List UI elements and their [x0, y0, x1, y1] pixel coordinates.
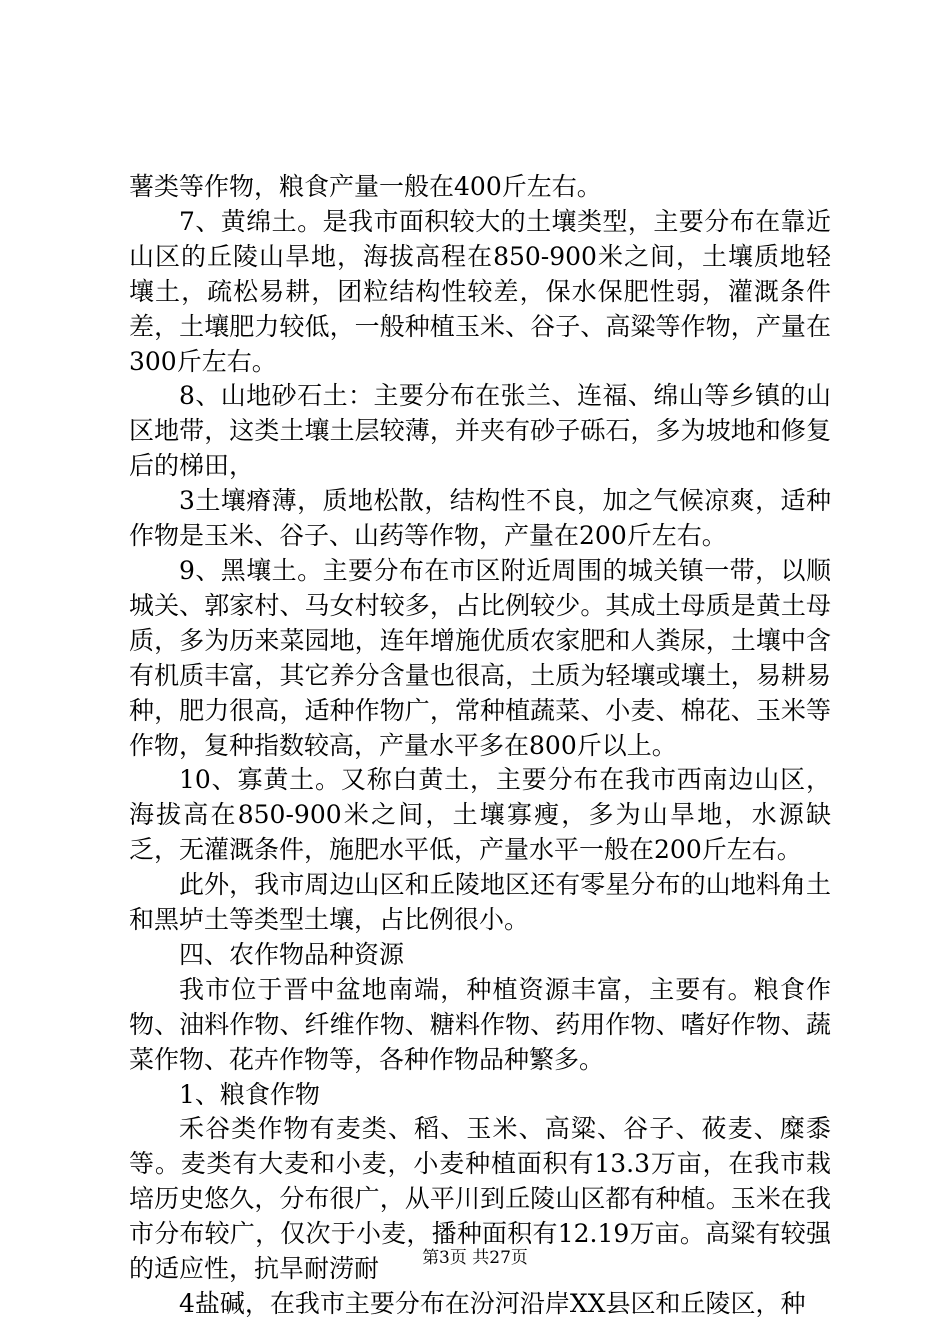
paragraph: 7、黄绵土。是我市面积较大的土壤类型，主要分布在靠近山区的丘陵山旱地，海拔高程在850-900米之间，土壤质地轻壤土，疏松易耕，团粒结构性较差，保水保肥性弱，灌溉条件差，土壤肥力较低，一般种植玉米、谷子、高粱等作物，产量在300斤左右。	[129, 206, 831, 376]
paragraph: 9、黑壤土。主要分布在市区附近周围的城关镇一带，以顺城关、郭家村、马女村较多，占比例较少。其成土母质是黄土母质，多为历来菜园地，连年增施优质农家肥和人粪尿，土壤中含有机质丰富，其它养分含量也很高，土质为轻壤或壤土，易耕易种，肥力很高，适种作物广，常种植蔬菜、小麦、棉花、玉米等作物，复种指数较高，产量水平多在800斤以上。	[129, 555, 831, 760]
paragraph: 此外，我市周边山区和丘陵地区还有零星分布的山地料角土和黑垆土等类型土壤，占比例很小。	[129, 870, 831, 935]
document-body	[129, 170, 831, 1322]
page-number-footer: 第3页 共27页	[422, 1248, 528, 1268]
paragraph: 四、农作物品种资源	[179, 939, 405, 969]
paragraph: 1、粮食作物	[179, 1079, 320, 1109]
paragraph: 薯类等作物，粮食产量一般在400斤左右。	[129, 172, 602, 201]
paragraph: 3土壤瘠薄，质地松散，结构性不良，加之气候凉爽，适种作物是玉米、谷子、山药等作物，产量在200斤左右。	[129, 486, 831, 551]
paragraph: 我市位于晋中盆地南端，种植资源丰富，主要有。粮食作物、油料作物、纤维作物、糖料作物、药用作物、嗜好作物、蔬菜作物、花卉作物等，各种作物品种繁多。	[129, 974, 831, 1074]
paragraph: 禾谷类作物有麦类、稻、玉米、高粱、谷子、莜麦、糜黍等。麦类有大麦和小麦，小麦种植面积有13.3万亩，在我市栽培历史悠久，分布很广，从平川到丘陵山区都有种植。玉米在我市分布较广，仅次于小麦，播种面积有12.19万亩。高粱有较强的适应性，抗旱耐涝耐	[129, 1114, 831, 1284]
paragraph: 4盐碱，在我市主要分布在汾河沿岸XX县区和丘陵区，种	[179, 1289, 806, 1318]
paragraph: 8、山地砂石土：主要分布在张兰、连福、绵山等乡镇的山区地带，这类土壤土层较薄，并夹有砂子砾石，多为坡地和修复后的梯田，	[129, 381, 831, 481]
paragraph: 10、寡黄土。又称白黄土，主要分布在我市西南边山区，海拔高在850-900米之间，土壤寡瘦，多为山旱地，水源缺乏，无灌溉条件，施肥水平低，产量水平一般在200斤左右。	[129, 765, 831, 865]
